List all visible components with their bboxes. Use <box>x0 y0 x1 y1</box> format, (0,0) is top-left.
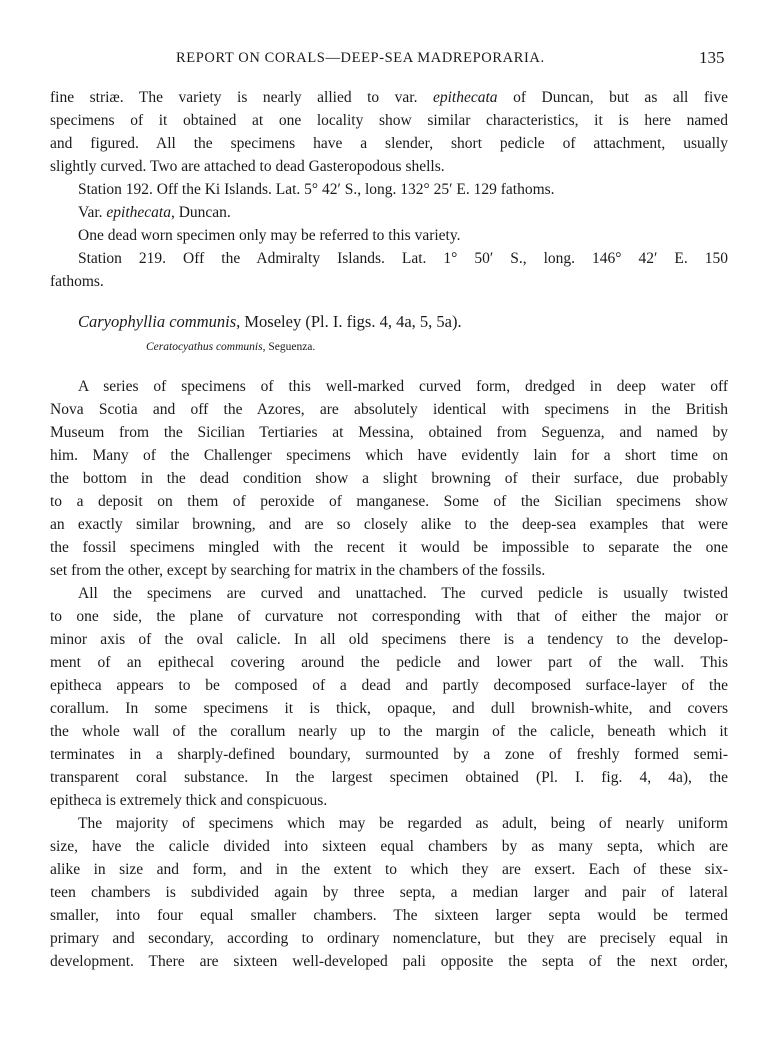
text-line: and figured. All the specimens have a slender, short pedicle of attachment, usually <box>50 135 728 152</box>
text-line: ment of an epithecal covering around the pedicle and lower part of the wall. This <box>50 654 728 671</box>
text-line: fine striæ. The variety is nearly allied to var. epithecata of Duncan, but as all five <box>50 89 728 106</box>
variety-heading: Var. epithecata, Duncan. <box>78 204 231 221</box>
species-heading: Caryophyllia communis, Moseley (Pl. I. figs. 4, 4a, 5, 5a). <box>78 312 462 331</box>
text-line: fathoms. <box>50 273 104 290</box>
text-line: specimens of it obtained at one locality show similar characteristics, it is here named <box>50 112 728 129</box>
text-line: to a deposit on them of peroxide of manganese. Some of the Sicilian specimens show <box>50 493 728 510</box>
text-line: A series of specimens of this well-marked curved form, dredged in deep water off <box>78 378 728 395</box>
text-line: alike in size and form, and in the extent to which they are exsert. Each of these six- <box>50 861 728 878</box>
text-line: Museum from the Sicilian Tertiaries at Messina, obtained from Seguenza, and named by <box>50 424 728 441</box>
text-line: One dead worn specimen only may be referred to this variety. <box>78 227 461 244</box>
text-line: an exactly similar browning, and are so closely alike to the deep-sea examples that were <box>50 516 728 533</box>
spacer <box>50 356 728 375</box>
text-line: minor axis of the oval calicle. In all old specimens there is a tendency to the develop- <box>50 631 728 648</box>
text-line: development. There are sixteen well-developed pali opposite the septa of the next order, <box>50 953 728 970</box>
text-line: The majority of specimens which may be regarded as adult, being of nearly uniform <box>78 815 728 832</box>
text-line: All the specimens are curved and unattached. The curved pedicle is usually twisted <box>78 585 728 602</box>
text-line: the bottom in the dead condition show a slight browning of their surface, due probably <box>50 470 728 487</box>
running-head <box>0 50 776 72</box>
text-line: to one side, the plane of curvature not corresponding with that of either the major or <box>50 608 728 625</box>
text-line: terminates in a sharply-defined boundary, surmounted by a zone of freshly formed semi- <box>50 746 728 763</box>
text-line: set from the other, except by searching for matrix in the chambers of the fossils. <box>50 562 546 579</box>
text-line: size, have the calicle divided into sixteen equal chambers by as many septa, which are <box>50 838 728 855</box>
text-line: epitheca appears to be composed of a dead and partly decomposed surface-layer of the <box>50 677 728 694</box>
text-line: Nova Scotia and off the Azores, are absolutely identical with specimens in the British <box>50 401 728 418</box>
text-line: the whole wall of the corallum nearly up to the margin of the calicle, beneath which it <box>50 723 728 740</box>
synonym-line: Ceratocyathus communis, Seguenza. <box>146 341 316 353</box>
text-line: slightly curved. Two are attached to dead Gasteropodous shells. <box>50 158 445 175</box>
text-line: the fossil specimens mingled with the recent it would be impossible to separate the one <box>50 539 728 556</box>
station-record: Station 192. Off the Ki Islands. Lat. 5° 42′ S., long. 132° 25′ E. 129 fathoms. <box>78 181 555 198</box>
station-record: Station 219. Off the Admiralty Islands. Lat. 1° 50′ S., long. 146° 42′ E. 150 <box>78 250 728 267</box>
body-text <box>50 86 728 973</box>
text-line: smaller, into four equal smaller chambers. The sixteen larger septa would be termed <box>50 907 728 924</box>
text-line: corallum. In some specimens it is thick, opaque, and dull brownish-white, and covers <box>50 700 728 717</box>
text-line: teen chambers is subdivided again by three septa, a median larger and pair of lateral <box>50 884 728 901</box>
page-number: 135 <box>699 48 725 67</box>
text-line: epitheca is extremely thick and conspicuous. <box>50 792 328 809</box>
spacer <box>50 293 728 310</box>
running-title: REPORT ON CORALS—DEEP-SEA MADREPORARIA. <box>176 50 545 66</box>
text-line: transparent coral substance. In the largest specimen obtained (Pl. I. fig. 4, 4a), the <box>50 769 728 786</box>
text-line: primary and secondary, according to ordinary nomenclature, but they are precisely equal in <box>50 930 728 947</box>
text-line: him. Many of the Challenger specimens which have evidently lain for a short time on <box>50 447 728 464</box>
